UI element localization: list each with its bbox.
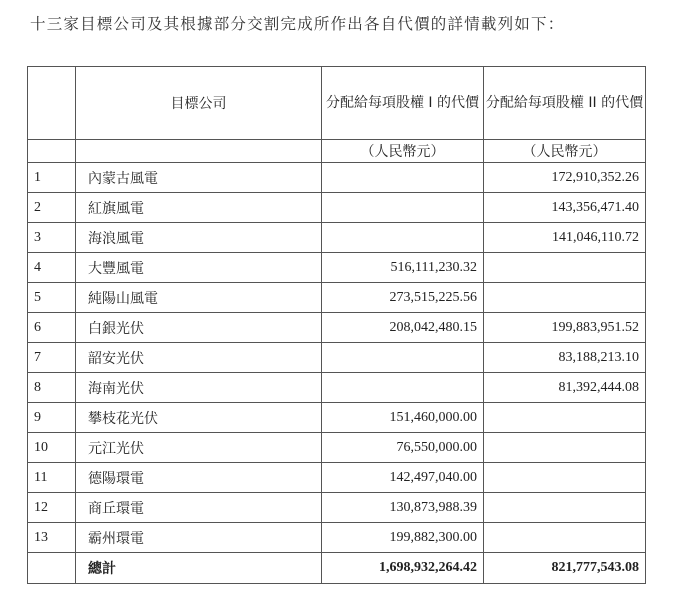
consideration-table: [27, 66, 646, 584]
total-no-cell: [28, 553, 76, 584]
consideration-ii-value: 141,046,110.72: [484, 223, 646, 253]
table-row: [28, 523, 646, 553]
company-name: 純陽山風電: [76, 283, 322, 313]
header-no-cell: [28, 67, 76, 140]
consideration-ii-value: [484, 283, 646, 313]
table-row: [28, 433, 646, 463]
unit-ii: （人民幣元）: [484, 140, 646, 163]
consideration-ii-value: [484, 253, 646, 283]
consideration-i-value: 208,042,480.15: [322, 313, 484, 343]
consideration-i-value: [322, 193, 484, 223]
row-number: 12: [28, 493, 76, 523]
total-row: [28, 553, 646, 584]
table-row: [28, 493, 646, 523]
consideration-i-value: 142,497,040.00: [322, 463, 484, 493]
consideration-ii-value: 172,910,352.26: [484, 163, 646, 193]
table-row: [28, 343, 646, 373]
table-row: [28, 163, 646, 193]
unit-no-cell: [28, 140, 76, 163]
intro-paragraph: 十三家目標公司及其根據部分交割完成所作出各自代價的詳情載列如下：: [30, 15, 565, 33]
company-name: 元江光伏: [76, 433, 322, 463]
consideration-i-value: [322, 373, 484, 403]
row-number: 9: [28, 403, 76, 433]
row-number: 5: [28, 283, 76, 313]
consideration-i-value: 516,111,230.32: [322, 253, 484, 283]
consideration-i-value: 76,550,000.00: [322, 433, 484, 463]
row-number: 11: [28, 463, 76, 493]
row-number: 10: [28, 433, 76, 463]
row-number: 3: [28, 223, 76, 253]
company-name: 德陽環電: [76, 463, 322, 493]
row-number: 7: [28, 343, 76, 373]
total-consideration-i: 1,698,932,264.42: [322, 553, 484, 584]
consideration-ii-value: 143,356,471.40: [484, 193, 646, 223]
consideration-ii-value: [484, 493, 646, 523]
table-row: [28, 463, 646, 493]
total-consideration-ii: 821,777,543.08: [484, 553, 646, 584]
row-number: 8: [28, 373, 76, 403]
table-row: [28, 223, 646, 253]
company-name: 韶安光伏: [76, 343, 322, 373]
row-number: 2: [28, 193, 76, 223]
row-number: 13: [28, 523, 76, 553]
consideration-ii-value: 81,392,444.08: [484, 373, 646, 403]
consideration-i-value: 130,873,988.39: [322, 493, 484, 523]
company-name: 商丘環電: [76, 493, 322, 523]
company-name: 大豐風電: [76, 253, 322, 283]
unit-row: [28, 140, 646, 163]
company-name: 海南光伏: [76, 373, 322, 403]
header-company: 目標公司: [76, 67, 322, 140]
consideration-ii-value: [484, 523, 646, 553]
consideration-ii-value: 199,883,951.52: [484, 313, 646, 343]
row-number: 4: [28, 253, 76, 283]
consideration-ii-value: 83,188,213.10: [484, 343, 646, 373]
unit-i: （人民幣元）: [322, 140, 484, 163]
header-row: [28, 67, 646, 140]
table-row: [28, 313, 646, 343]
company-name: 霸州環電: [76, 523, 322, 553]
consideration-i-value: 151,460,000.00: [322, 403, 484, 433]
header-consideration-i: 分配給每項股權 I 的代價: [322, 67, 484, 140]
row-number: 6: [28, 313, 76, 343]
consideration-i-value: [322, 163, 484, 193]
table-row: [28, 193, 646, 223]
table-row: [28, 283, 646, 313]
header-consideration-ii: 分配給每項股權 II 的代價: [484, 67, 646, 140]
table-row: [28, 373, 646, 403]
unit-company-cell: [76, 140, 322, 163]
company-name: 內蒙古風電: [76, 163, 322, 193]
row-number: 1: [28, 163, 76, 193]
company-name: 紅旗風電: [76, 193, 322, 223]
consideration-ii-value: [484, 463, 646, 493]
company-name: 攀枝花光伏: [76, 403, 322, 433]
consideration-i-value: [322, 223, 484, 253]
total-label: 總計: [76, 553, 322, 584]
company-name: 白銀光伏: [76, 313, 322, 343]
table-row: [28, 253, 646, 283]
consideration-ii-value: [484, 403, 646, 433]
consideration-i-value: [322, 343, 484, 373]
company-name: 海浪風電: [76, 223, 322, 253]
consideration-ii-value: [484, 433, 646, 463]
consideration-i-value: 199,882,300.00: [322, 523, 484, 553]
table-row: [28, 403, 646, 433]
consideration-i-value: 273,515,225.56: [322, 283, 484, 313]
